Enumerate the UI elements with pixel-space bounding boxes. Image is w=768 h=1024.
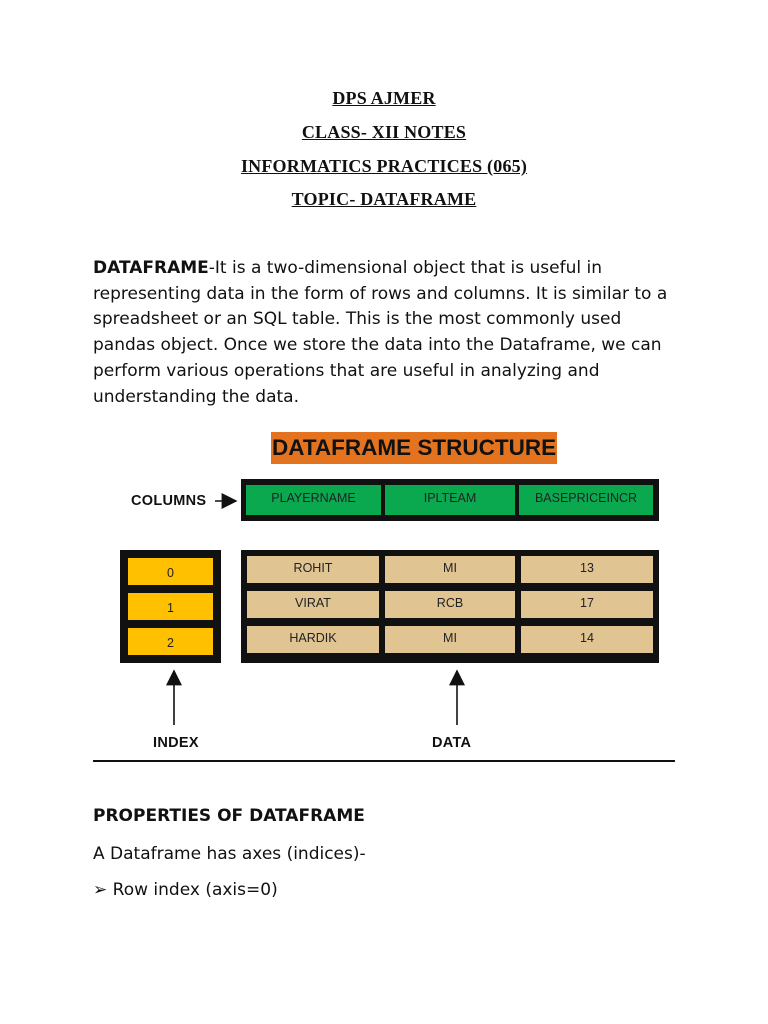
data-cell: 13 [521,556,653,583]
bullet-arrow-icon: ➢ [93,880,108,900]
column-header-cell: PLAYERNAME [246,485,381,515]
data-cell: MI [385,556,515,583]
class-heading: CLASS- XII NOTES [301,122,467,142]
data-cell: MI [385,626,515,653]
section-divider [93,760,675,762]
intro-term: DATAFRAME [93,258,209,278]
bullet-item-row-index [93,880,278,900]
index-cell: 1 [128,593,213,620]
index-cell: 2 [128,628,213,655]
data-cell: VIRAT [247,591,379,618]
topic-heading: TOPIC- DATAFRAME [291,189,477,209]
figure-title: DATAFRAME STRUCTURE [271,432,557,464]
data-cell: 17 [521,591,653,618]
data-cell: HARDIK [247,626,379,653]
column-header-cell: IPLTEAM [385,485,515,515]
subject-heading: INFORMATICS PRACTICES (065) [240,156,528,176]
column-header-cell: BASEPRICEINCR [519,485,653,515]
index-label: INDEX [153,735,199,751]
intro-text: -It is a two-dimensional object that is useful in representing data in the form of rows and columns. It is similar to a spreadsheet or an SQL table. This is the most commonly used pandas object. Once we store the data into the Dataframe, we can perform various operations that are useful in analyzing and understanding the data. [93,258,668,407]
bullet-text: Row index (axis=0) [112,880,278,900]
columns-label: COLUMNS [131,493,207,509]
data-cell: 14 [521,626,653,653]
data-cell: ROHIT [247,556,379,583]
data-cell: RCB [385,591,515,618]
axes-text: A Dataframe has axes (indices)- [93,844,366,864]
properties-title: PROPERTIES OF DATAFRAME [93,806,365,826]
school-heading: DPS AJMER [332,88,436,108]
data-label: DATA [432,735,472,751]
index-cell: 0 [128,558,213,585]
